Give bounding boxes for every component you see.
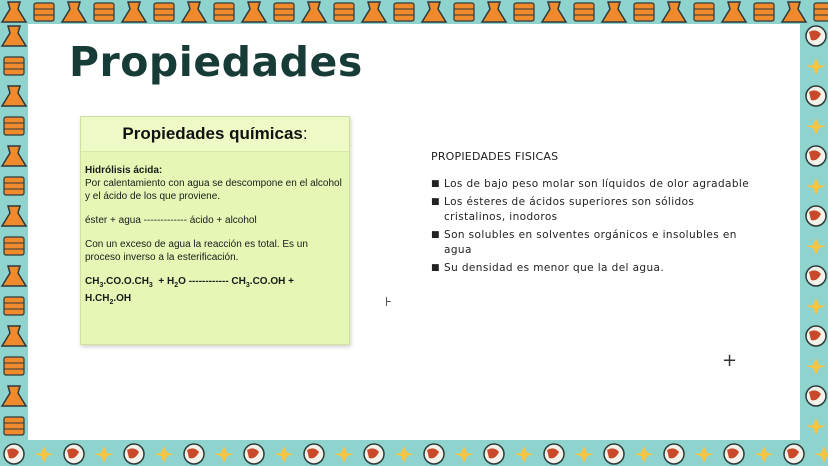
physical-properties-list: [431, 177, 751, 276]
reaction-formula: $CH_3.CO.O.CH_3 + H_2O$ ------------ $CH_3.CO.OH$ + $H.CH_2.OH$: [85, 276, 294, 306]
list-item: ■ Su densidad es menor que la del agua.: [431, 262, 665, 274]
text-cursor-icon: ⊦: [385, 295, 392, 310]
physical-properties: [431, 150, 751, 279]
square-bullet-icon: ■: [431, 197, 440, 207]
card-heading-colon: :: [302, 124, 308, 143]
square-bullet-icon: ■: [431, 230, 440, 240]
slide-title: Propiedades: [69, 38, 363, 86]
slide-canvas: [28, 24, 800, 440]
card-paragraph-2: éster + agua ------------- ácido + alcohol: [85, 215, 257, 226]
card-paragraph-1: Por calentamiento con agua se descompone en el alcohol y el ácido de los que proviene.: [85, 178, 342, 202]
list-item: ■ Son solubles en solventes orgánicos e insolubles en agua: [431, 229, 737, 256]
square-bullet-icon: ■: [431, 179, 440, 189]
plus-icon[interactable]: +: [722, 350, 738, 371]
card-heading: [81, 117, 349, 152]
card-body: [81, 152, 349, 309]
list-item: ■ Los ésteres de ácidos superiores son sólidos cristalinos, inodoros: [431, 196, 695, 223]
card-heading-text: Propiedades químicas: [122, 124, 303, 143]
chemical-properties-card: [80, 116, 350, 345]
square-bullet-icon: ■: [431, 263, 440, 273]
card-subtitle: Hidrólisis ácida:: [85, 165, 163, 176]
physical-properties-heading: PROPIEDADES FISICAS: [431, 150, 559, 163]
card-paragraph-3: Con un exceso de agua la reacción es total. Es un proceso inverso a la esterificación.: [85, 239, 308, 263]
list-item: ■ Los de bajo peso molar son líquidos de olor agradable: [431, 178, 750, 190]
